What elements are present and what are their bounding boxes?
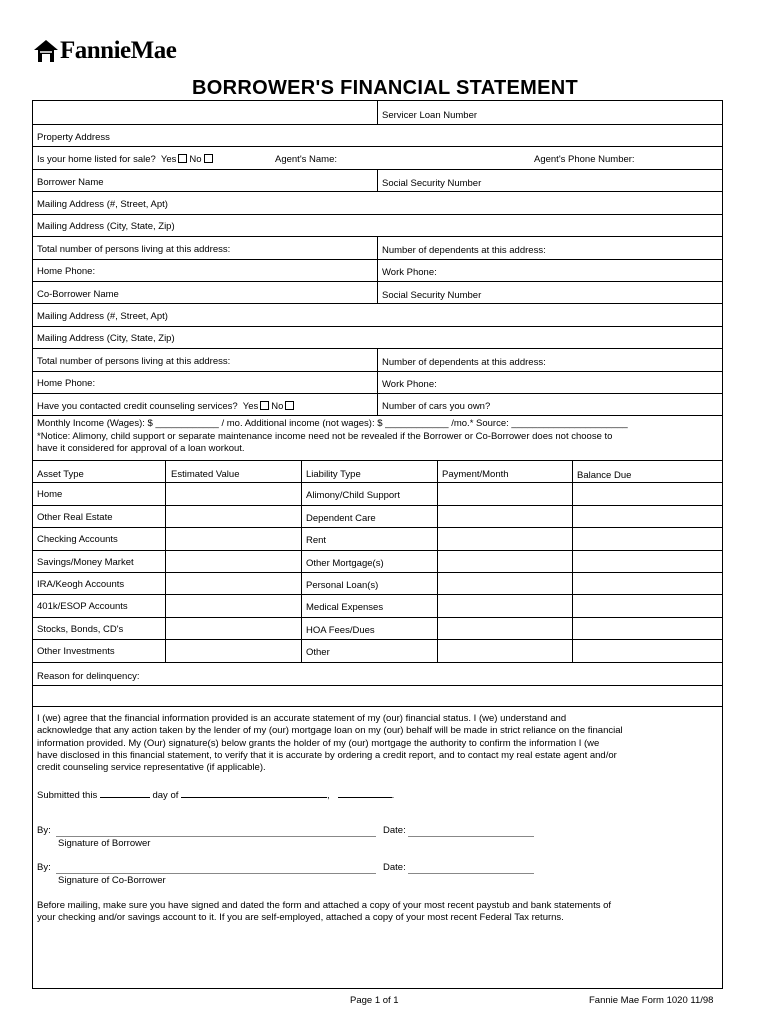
listed-yes-checkbox[interactable] <box>178 154 187 163</box>
table-header-cell: Estimated Value <box>171 469 240 480</box>
agents-phone-label: Agent's Phone Number: <box>534 154 635 165</box>
asset-type-cell: IRA/Keogh Accounts <box>37 579 125 590</box>
table-row-divider <box>32 639 723 640</box>
monthly-income-line: Monthly Income (Wages): $ ____________ / mo. Additional income (not wages): $ ____________ /mo.* Source: ______________________ <box>37 418 628 429</box>
table-row-divider <box>32 550 723 551</box>
form-number: Fannie Mae Form 1020 11/98 <box>589 995 714 1006</box>
asset-type-cell: Savings/Money Market <box>37 557 134 568</box>
by-coborrower-label: By: <box>37 862 51 873</box>
borrower-name-label: Borrower Name <box>37 177 104 188</box>
submitted-line: Submitted this day of , . <box>37 790 395 801</box>
asset-type-cell: Checking Accounts <box>37 534 118 545</box>
table-row-divider <box>32 505 723 506</box>
borrower-dependents-label: Number of dependents at this address: <box>382 245 546 256</box>
table-row-divider <box>32 572 723 573</box>
coborrower-home-phone-label: Home Phone: <box>37 378 96 389</box>
submitted-day-field[interactable] <box>100 789 150 798</box>
liability-type-cell: Dependent Care <box>306 513 376 524</box>
notice-line-1: *Notice: Alimony, child support or separate maintenance income need not be revealed if the Borrower or Co-Borrower does not choose to <box>37 431 613 442</box>
table-row-divider <box>32 662 723 663</box>
servicer-loan-number-label: Servicer Loan Number <box>382 110 478 121</box>
asset-type-cell: Other Investments <box>37 646 115 657</box>
table-header-cell: Asset Type <box>37 469 84 480</box>
table-row-divider <box>32 527 723 528</box>
table-column-divider <box>572 460 573 663</box>
counseling-yes-checkbox[interactable] <box>260 401 269 410</box>
table-row-divider <box>32 482 723 483</box>
page-number: Page 1 of 1 <box>350 995 399 1006</box>
fannie-mae-logo <box>32 36 176 66</box>
asset-type-cell: Stocks, Bonds, CD's <box>37 624 124 635</box>
coborrower-persons-label: Total number of persons living at this address: <box>37 356 231 367</box>
borrower-signature-line[interactable] <box>56 836 376 837</box>
table-column-divider <box>301 460 302 663</box>
fannie-mae-house-icon <box>32 38 60 64</box>
coborrower-signature-line[interactable] <box>56 873 376 874</box>
table-column-divider <box>437 460 438 663</box>
table-header-cell: Liability Type <box>306 469 361 480</box>
table-header-cell: Payment/Month <box>442 469 509 480</box>
table-header-cell: Balance Due <box>577 470 632 481</box>
borrower-home-phone-label: Home Phone: <box>37 266 96 277</box>
liability-type-cell: Other Mortgage(s) <box>306 558 384 569</box>
by-borrower-label: By: <box>37 825 51 836</box>
liability-type-cell: Other <box>306 647 330 658</box>
borrower-work-phone-label: Work Phone: <box>382 267 437 278</box>
signature-borrower-label: Signature of Borrower <box>58 838 151 849</box>
borrower-date-label: Date: <box>383 825 406 836</box>
table-row-divider <box>32 617 723 618</box>
asset-type-cell: Home <box>37 489 63 500</box>
liability-type-cell: Alimony/Child Support <box>306 490 400 501</box>
listed-no-checkbox[interactable] <box>204 154 213 163</box>
delinquency-label: Reason for delinquency: <box>37 671 140 682</box>
coborrower-work-phone-label: Work Phone: <box>382 379 437 390</box>
asset-type-cell: Other Real Estate <box>37 512 113 523</box>
form-title: BORROWER'S FINANCIAL STATEMENT <box>192 77 578 99</box>
liability-type-cell: Rent <box>306 535 327 546</box>
coborrower-mailing-city-label: Mailing Address (City, State, Zip) <box>37 333 175 344</box>
coborrower-dependents-label: Number of dependents at this address: <box>382 357 546 368</box>
coborrower-mailing-street-label: Mailing Address (#, Street, Apt) <box>37 311 168 322</box>
borrower-persons-label: Total number of persons living at this address: <box>37 244 231 255</box>
coborrower-name-label: Co-Borrower Name <box>37 289 119 300</box>
listed-for-sale-label: Is your home listed for sale? Yes No <box>37 154 215 165</box>
submitted-month-field[interactable] <box>181 789 327 798</box>
coborrower-date-line[interactable] <box>408 873 534 874</box>
signature-coborrower-label: Signature of Co-Borrower <box>58 875 166 886</box>
table-row-divider <box>32 594 723 595</box>
liability-type-cell: HOA Fees/Dues <box>306 625 375 636</box>
table-column-divider <box>165 460 166 663</box>
cars-owned-label: Number of cars you own? <box>382 401 491 412</box>
coborrower-date-label: Date: <box>383 862 406 873</box>
counseling-no-checkbox[interactable] <box>285 401 294 410</box>
credit-counseling-label: Have you contacted credit counseling services? Yes No <box>37 401 296 412</box>
property-address-label: Property Address <box>37 132 110 143</box>
brand-name: FannieMae <box>60 37 177 64</box>
form-frame <box>32 100 723 989</box>
asset-type-cell: 401k/ESOP Accounts <box>37 601 128 612</box>
submitted-year-field[interactable] <box>338 789 392 798</box>
liability-type-cell: Personal Loan(s) <box>306 580 379 591</box>
borrower-date-line[interactable] <box>408 836 534 837</box>
borrower-mailing-street-label: Mailing Address (#, Street, Apt) <box>37 199 168 210</box>
borrower-mailing-city-label: Mailing Address (City, State, Zip) <box>37 221 175 232</box>
mailing-instructions: Before mailing, make sure you have signed and dated the form and attached a copy of your most recent paystub and bank statements of your checking and/or savings account to it. If you are self-employed, attached a copy of your most recent Federal Tax returns. <box>37 900 612 924</box>
coborrower-ssn-label: Social Security Number <box>382 290 482 301</box>
notice-line-2: have it considered for approval of a loan workout. <box>37 443 245 454</box>
agents-name-label: Agent's Name: <box>275 154 338 165</box>
liability-type-cell: Medical Expenses <box>306 602 384 613</box>
borrower-ssn-label: Social Security Number <box>382 178 482 189</box>
agreement-paragraph: I (we) agree that the financial information provided is an accurate statement of my (our) financial status. I (we) understand and acknowledge that any action taken by the lender of my (our) mortgage loan on my (our) behalf will be made in strict reliance on the financial information provided. My (Our) signature(s) below grants the holder of my (our) mortgage the authority to confirm the information I (we have disclosed in this financial statement, to verify that it is accurate by ordering a credit report, and to contact my real estate agent and/or credit counseling service representative (if applicable). <box>37 713 623 774</box>
